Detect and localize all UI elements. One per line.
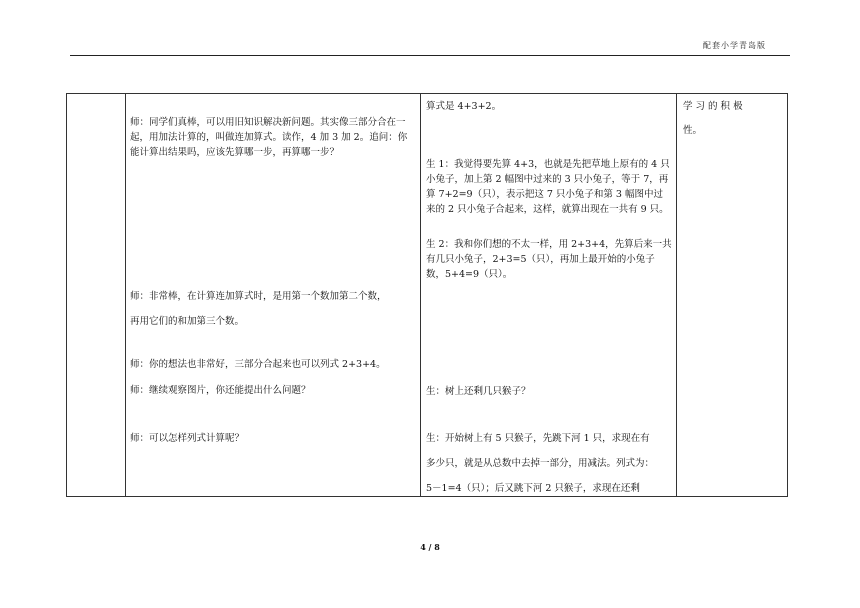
student-text-6: 多少只，就是从总数中去掉一部分，用减法。列式为： bbox=[426, 458, 655, 469]
teacher-text-6: 师：可以怎样列式计算呢？ bbox=[130, 433, 245, 444]
column-divider-1 bbox=[125, 93, 126, 497]
teacher-text-4: 师：你的想法也非常好，三部分合起来也可以列式 2+3+4。 bbox=[130, 359, 386, 370]
student-text-7: 5－1=4（只）；后又跳下河 2 只猴子，求现在还剩 bbox=[426, 483, 640, 494]
column-divider-2 bbox=[420, 93, 421, 497]
student-text-5: 生：开始树上有 5 只猴子，先跳下河 1 只，求现在有 bbox=[426, 433, 650, 444]
header-rule bbox=[70, 55, 790, 56]
student-text-4: 生：树上还剩几只猴子？ bbox=[426, 386, 531, 397]
page-header-label: 配套小学青岛版 bbox=[703, 41, 766, 50]
teacher-text-5: 师：继续观察图片，你还能提出什么问题？ bbox=[130, 385, 311, 396]
page-number: 4 / 8 bbox=[420, 542, 440, 552]
teacher-text-1: 师：同学们真棒，可以用旧知识解决新问题。其实像三部分合在一起，用加法计算的，叫做连加算式。读作，4 加 3 加 2。追问：你能计算出结果吗，应该先算哪一步，再算哪一步？ bbox=[130, 117, 408, 158]
student-text-1: 算式是 4+3+2。 bbox=[426, 101, 502, 112]
student-column bbox=[426, 95, 672, 495]
student-text-3: 生 2：我和你们想的不太一样，用 2+3+4，先算后来一共有几只小兔子，2+3=5（只），再加上最开始的小兔子数，5+4=9（只）。 bbox=[426, 239, 672, 280]
teacher-text-2: 师：非常棒，在计算连加算式时，是用第一个数加第二个数， bbox=[130, 291, 387, 302]
intent-text-1: 学 习 的 积 极 bbox=[683, 101, 743, 112]
teacher-text-3: 再用它们的和加第三个数。 bbox=[130, 316, 245, 327]
student-text-2: 生 1：我觉得要先算 4+3，也就是先把草地上原有的 4 只小兔子，加上第 2 幅图中过来的 3 只小兔子，等于 7，再算 7+2=9（只），表示把这 7 只小兔子和第 3 幅图中过来的 2 只小兔子合起来，这样，就算出现在一共有 9 只。 bbox=[426, 159, 670, 215]
intent-column bbox=[683, 95, 783, 495]
intent-text-2: 性。 bbox=[683, 125, 703, 136]
teacher-column bbox=[130, 95, 414, 495]
column-divider-3 bbox=[676, 93, 677, 497]
